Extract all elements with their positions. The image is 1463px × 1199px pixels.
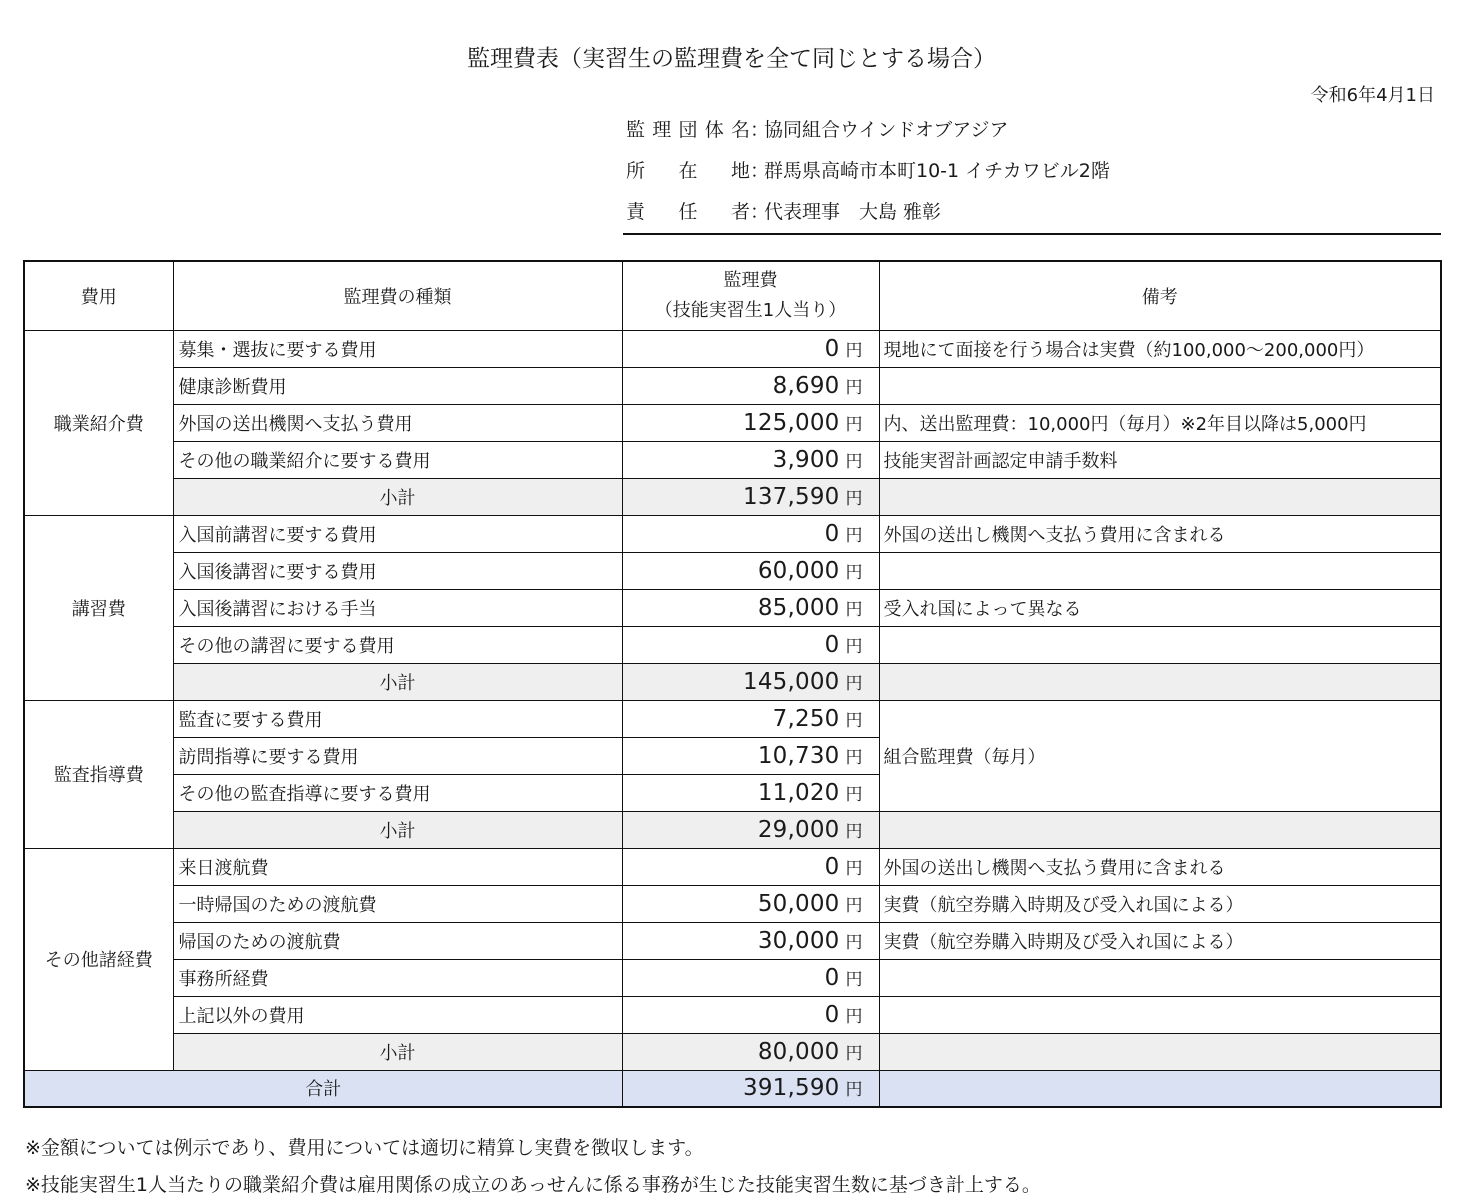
- category-cell: 監査指導費: [24, 700, 173, 848]
- fee-amount-cell: 30,000 円: [622, 922, 879, 959]
- note-cell: [879, 552, 1441, 589]
- fee-type-cell: 入国後講習に要する費用: [173, 552, 622, 589]
- fee-type-cell: 一時帰国のための渡航費: [173, 885, 622, 922]
- org-name-label: 監 理 団 体 名: [626, 119, 750, 141]
- note-cell: 実費（航空券購入時期及び受入れ国による）: [879, 922, 1441, 959]
- fee-amount-cell: 60,000 円: [622, 552, 879, 589]
- table-row: [24, 441, 1441, 478]
- fee-amount-cell: 0 円: [622, 515, 879, 552]
- note-cell: 実費（航空券購入時期及び受入れ国による）: [879, 885, 1441, 922]
- total-amount: 391,590 円: [622, 1070, 879, 1107]
- note-cell: [879, 959, 1441, 996]
- org-address-label: 所 在 地: [626, 160, 750, 182]
- subtotal-note: [879, 811, 1441, 848]
- fee-amount-cell: 85,000 円: [622, 589, 879, 626]
- fee-amount-cell: 0 円: [622, 959, 879, 996]
- table-row: [24, 404, 1441, 441]
- fee-type-cell: 外国の送出機関へ支払う費用: [173, 404, 622, 441]
- table-row: [24, 700, 1441, 737]
- category-cell: 職業紹介費: [24, 330, 173, 515]
- fee-amount-cell: 0 円: [622, 626, 879, 663]
- fee-type-cell: 事務所経費: [173, 959, 622, 996]
- table-row: [24, 959, 1441, 996]
- fee-type-cell: 入国後講習における手当: [173, 589, 622, 626]
- note-cell: 外国の送出し機関へ支払う費用に含まれる: [879, 515, 1441, 552]
- subtotal-amount: 145,000 円: [622, 663, 879, 700]
- org-representative-row: 責 任 者 ： 代表理事 大島 雅彰: [623, 195, 1441, 236]
- fee-type-cell: その他の職業紹介に要する費用: [173, 441, 622, 478]
- fee-amount-cell: 125,000 円: [622, 404, 879, 441]
- header-note: 備考: [879, 261, 1441, 330]
- note-cell: 内、送出監理費：10,000円（毎月）※2年目以降は5,000円: [879, 404, 1441, 441]
- fee-type-cell: 帰国のための渡航費: [173, 922, 622, 959]
- note-cell: [879, 626, 1441, 663]
- note-cell: [879, 996, 1441, 1033]
- fee-type-cell: 上記以外の費用: [173, 996, 622, 1033]
- subtotal-amount: 80,000 円: [622, 1033, 879, 1070]
- fee-type-cell: 健康診断費用: [173, 367, 622, 404]
- issue-date: 令和6年4月1日: [1310, 85, 1435, 106]
- category-cell: 講習費: [24, 515, 173, 700]
- header-type: 監理費の種類: [173, 261, 622, 330]
- category-cell: その他諸経費: [24, 848, 173, 1070]
- fee-type-cell: 来日渡航費: [173, 848, 622, 885]
- fee-amount-cell: 0 円: [622, 330, 879, 367]
- fee-type-cell: 監査に要する費用: [173, 700, 622, 737]
- table-row: [24, 367, 1441, 404]
- subtotal-note: [879, 1033, 1441, 1070]
- subtotal-row: [24, 478, 1441, 515]
- table-row: [24, 589, 1441, 626]
- subtotal-row: [24, 663, 1441, 700]
- org-underline: [623, 233, 1441, 235]
- subtotal-label: 小計: [173, 811, 622, 848]
- fee-type-cell: 入国前講習に要する費用: [173, 515, 622, 552]
- fee-type-cell: その他の監査指導に要する費用: [173, 774, 622, 811]
- document-title: 監理費表（実習生の監理費を全て同じとする場合）: [467, 46, 996, 72]
- org-address-row: 所 在 地 ： 群馬県高崎市本町10-1 イチカワビル2階: [623, 154, 1441, 195]
- footnote-1: ※金額については例示であり、費用については適切に精算し実費を徴収します。: [25, 1137, 704, 1159]
- fee-table: [23, 260, 1442, 1108]
- footnote-2: ※技能実習生1人当たりの職業紹介費は雇用関係の成立のあっせんに係る事務が生じた技能実習生数に基づき計上する。: [25, 1174, 1041, 1196]
- subtotal-row: [24, 811, 1441, 848]
- subtotal-amount: 29,000 円: [622, 811, 879, 848]
- org-name-value: 協同組合ウインドオブアジア: [764, 119, 1009, 141]
- fee-amount-cell: 0 円: [622, 996, 879, 1033]
- fee-type-cell: その他の講習に要する費用: [173, 626, 622, 663]
- subtotal-amount: 137,590 円: [622, 478, 879, 515]
- fee-amount-cell: 50,000 円: [622, 885, 879, 922]
- fee-type-cell: 募集・選抜に要する費用: [173, 330, 622, 367]
- table-row: [24, 922, 1441, 959]
- note-cell: 現地にて面接を行う場合は実費（約100,000～200,000円）: [879, 330, 1441, 367]
- fee-amount-cell: 0 円: [622, 848, 879, 885]
- table-row: [24, 848, 1441, 885]
- subtotal-row: [24, 1033, 1441, 1070]
- org-address-value: 群馬県高崎市本町10-1 イチカワビル2階: [764, 160, 1110, 182]
- fee-amount-cell: 8,690 円: [622, 367, 879, 404]
- org-name-row: 監 理 団 体 名 ： 協同組合ウインドオブアジア: [623, 113, 1441, 154]
- total-row: [24, 1070, 1441, 1107]
- table-header-row: [24, 261, 1441, 330]
- table-row: [24, 885, 1441, 922]
- table-row: [24, 996, 1441, 1033]
- subtotal-label: 小計: [173, 478, 622, 515]
- organization-block: [623, 113, 1441, 236]
- total-note: [879, 1070, 1441, 1107]
- subtotal-label: 小計: [173, 1033, 622, 1070]
- merged-note-cell: 組合監理費（毎月）: [879, 700, 1441, 811]
- header-category: 費用: [24, 261, 173, 330]
- total-label: 合計: [24, 1070, 622, 1107]
- table-row: [24, 626, 1441, 663]
- note-cell: [879, 367, 1441, 404]
- table-row: [24, 552, 1441, 589]
- table-row: [24, 515, 1441, 552]
- fee-amount-cell: 10,730 円: [622, 737, 879, 774]
- note-cell: 受入れ国によって異なる: [879, 589, 1441, 626]
- note-cell: 技能実習計画認定申請手数料: [879, 441, 1441, 478]
- note-cell: 外国の送出し機関へ支払う費用に含まれる: [879, 848, 1441, 885]
- fee-amount-cell: 7,250 円: [622, 700, 879, 737]
- org-representative-label: 責 任 者: [626, 201, 750, 223]
- subtotal-label: 小計: [173, 663, 622, 700]
- org-representative-value: 代表理事 大島 雅彰: [764, 201, 942, 223]
- fee-amount-cell: 3,900 円: [622, 441, 879, 478]
- subtotal-note: [879, 663, 1441, 700]
- fee-type-cell: 訪問指導に要する費用: [173, 737, 622, 774]
- header-fee: 監理費 （技能実習生1人当り）: [622, 261, 879, 330]
- fee-amount-cell: 11,020 円: [622, 774, 879, 811]
- table-row: [24, 330, 1441, 367]
- subtotal-note: [879, 478, 1441, 515]
